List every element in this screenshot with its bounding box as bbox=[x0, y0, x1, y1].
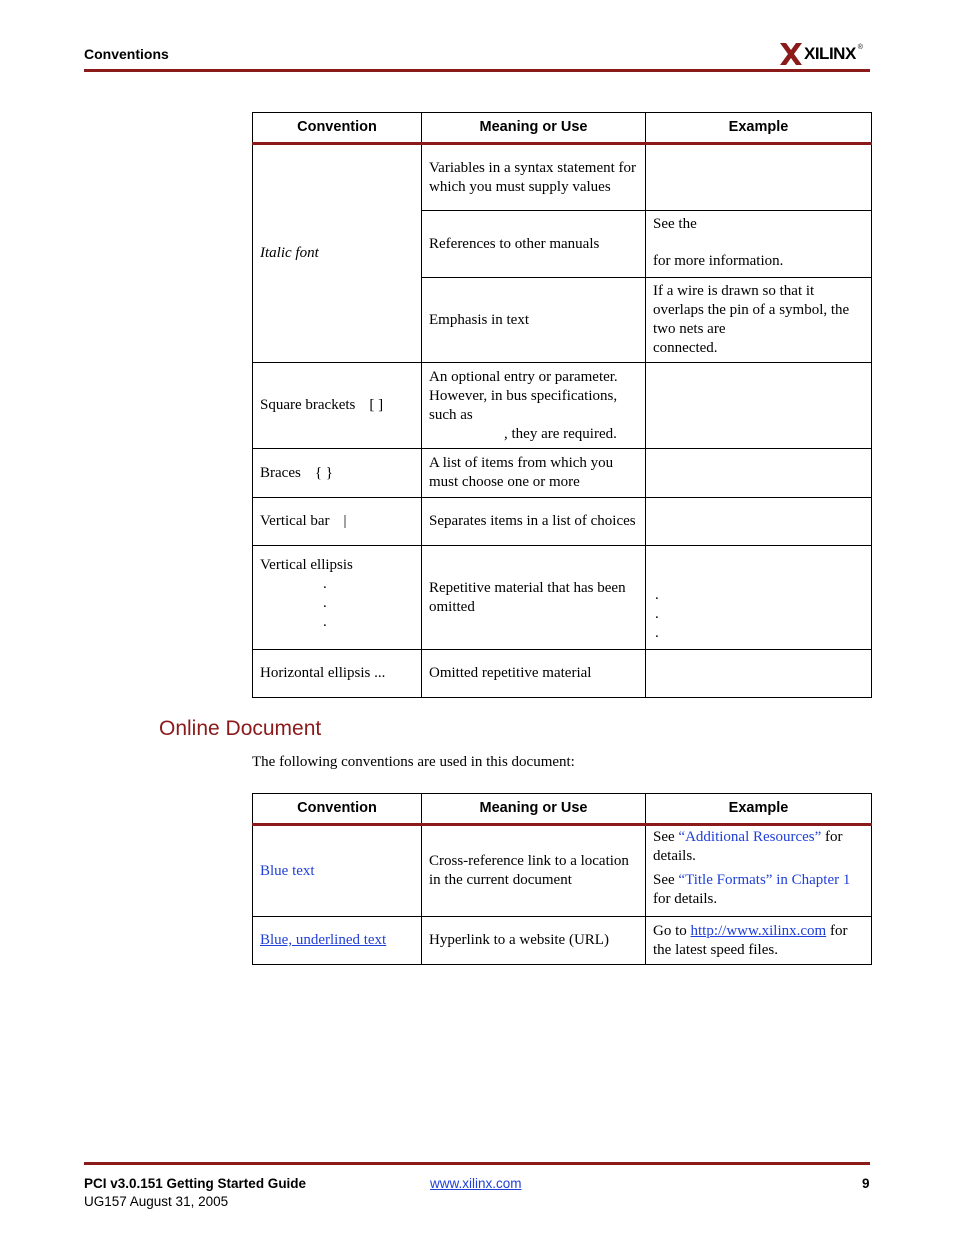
column-header: Example bbox=[646, 113, 872, 144]
table-row bbox=[253, 144, 872, 211]
page-number: 9 bbox=[862, 1176, 870, 1191]
example-text bbox=[653, 828, 864, 866]
example-prefix: See bbox=[653, 872, 679, 888]
example-suffix: for details. bbox=[653, 829, 843, 864]
convention-cell bbox=[253, 650, 422, 698]
convention-cell: Blue text bbox=[253, 825, 422, 917]
meaning-cell: Cross-reference link to a location in the current document bbox=[422, 825, 646, 917]
convention-cell bbox=[253, 498, 422, 546]
footer-url-link[interactable]: www.xilinx.com bbox=[430, 1176, 522, 1191]
example-cell bbox=[646, 650, 872, 698]
convention-label: Square brackets bbox=[260, 397, 356, 413]
example-cell bbox=[646, 211, 872, 278]
cross-reference-link[interactable]: “Additional Resources” bbox=[678, 829, 822, 845]
example-cell bbox=[646, 498, 872, 546]
example-text bbox=[653, 871, 864, 909]
table-row bbox=[253, 546, 872, 650]
example-text: for more information. bbox=[653, 253, 784, 269]
column-header: Convention bbox=[253, 794, 422, 825]
convention-label: Blue, underlined text bbox=[260, 932, 387, 948]
example-prefix: Go to bbox=[653, 922, 691, 939]
example-text: connected. bbox=[653, 340, 718, 356]
meaning-cell bbox=[422, 363, 646, 449]
example-cell bbox=[646, 363, 872, 449]
meaning-cell: References to other manuals bbox=[422, 211, 646, 278]
convention-cell bbox=[253, 546, 422, 650]
table-row bbox=[253, 498, 872, 546]
table-header-row bbox=[253, 794, 872, 825]
meaning-text: An optional entry or parameter. However, in bus specifications, such as bbox=[429, 368, 618, 423]
meaning-cell: Omitted repetitive material bbox=[422, 650, 646, 698]
logo-text: XILINX bbox=[804, 44, 856, 63]
ellipsis-dot: . bbox=[655, 606, 659, 622]
table-header-row bbox=[253, 113, 872, 144]
example-cell bbox=[646, 917, 872, 965]
hyperlink[interactable]: http://www.xilinx.com bbox=[690, 922, 827, 939]
convention-cell bbox=[253, 449, 422, 498]
convention-cell: Italic font bbox=[253, 144, 422, 363]
convention-label: Braces bbox=[260, 464, 301, 481]
example-cell bbox=[646, 825, 872, 917]
convention-symbol: [ ] bbox=[369, 397, 384, 413]
ellipsis-dot: . bbox=[655, 625, 659, 641]
convention-symbol: { } bbox=[314, 464, 333, 481]
convention-label: Vertical bar bbox=[260, 513, 330, 529]
example-cell bbox=[646, 144, 872, 211]
section-intro: The following conventions are used in this document: bbox=[252, 754, 575, 770]
meaning-cell: Emphasis in text bbox=[422, 278, 646, 363]
column-header: Meaning or Use bbox=[422, 113, 646, 144]
convention-symbol: ... bbox=[374, 665, 386, 681]
table-row bbox=[253, 449, 872, 498]
conventions-table bbox=[252, 112, 872, 698]
convention-label: Vertical ellipsis bbox=[260, 557, 353, 573]
convention-symbol: | bbox=[343, 513, 347, 529]
example-cell bbox=[646, 278, 872, 363]
convention-cell bbox=[253, 917, 422, 965]
example-text: See the bbox=[653, 216, 697, 232]
convention-label: Horizontal ellipsis bbox=[260, 665, 371, 681]
section-title: Online Document bbox=[159, 717, 322, 740]
example-suffix: for the latest speed files. bbox=[653, 922, 848, 958]
example-cell bbox=[646, 449, 872, 498]
example-prefix: See bbox=[653, 829, 679, 845]
meaning-cell: Repetitive material that has been omitted bbox=[422, 546, 646, 650]
footer-guide-title: PCI v3.0.151 Getting Started Guide bbox=[84, 1176, 307, 1191]
meaning-cell: Variables in a syntax statement for which you must supply values bbox=[422, 144, 646, 211]
cross-reference-link[interactable]: “Title Formats” in Chapter 1 bbox=[678, 872, 851, 888]
example-text: If a wire is drawn so that it overlaps the pin of a symbol, the two nets are bbox=[653, 283, 850, 337]
example-suffix: for details. bbox=[653, 891, 718, 907]
column-header: Convention bbox=[253, 113, 422, 144]
header-section-title: Conventions bbox=[84, 46, 169, 62]
online-conventions-table bbox=[252, 793, 872, 965]
ellipsis-dot: . bbox=[655, 587, 659, 603]
convention-cell bbox=[253, 363, 422, 449]
table-row bbox=[253, 650, 872, 698]
meaning-cell: A list of items from which you must choose one or more bbox=[422, 449, 646, 498]
column-header: Example bbox=[646, 794, 872, 825]
footer-rule bbox=[84, 1162, 870, 1165]
ellipsis-dot: . bbox=[323, 614, 327, 630]
ellipsis-dot: . bbox=[323, 595, 327, 611]
header-rule bbox=[84, 69, 870, 72]
table-row bbox=[253, 363, 872, 449]
footer-doc-id: UG157 August 31, 2005 bbox=[84, 1194, 229, 1209]
xilinx-logo bbox=[780, 41, 863, 67]
meaning-text: , they are required. bbox=[504, 425, 617, 442]
ellipsis-dot: . bbox=[323, 576, 327, 592]
column-header: Meaning or Use bbox=[422, 794, 646, 825]
meaning-cell: Hyperlink to a website (URL) bbox=[422, 917, 646, 965]
meaning-cell: Separates items in a list of choices bbox=[422, 498, 646, 546]
table-row bbox=[253, 825, 872, 917]
example-cell bbox=[646, 546, 872, 650]
logo-registered-mark: ® bbox=[857, 44, 863, 51]
xilinx-logo-icon bbox=[780, 43, 802, 65]
table-row bbox=[253, 917, 872, 965]
